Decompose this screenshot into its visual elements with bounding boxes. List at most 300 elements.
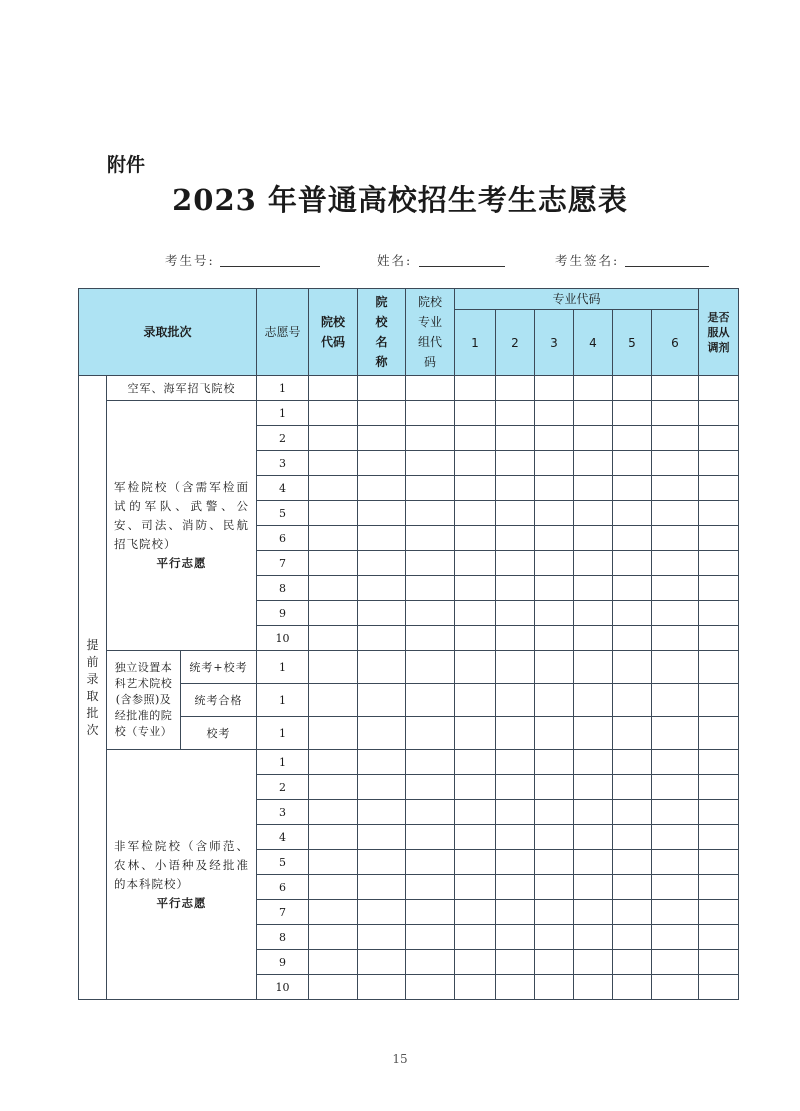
input-cell[interactable] — [699, 476, 739, 501]
input-cell[interactable] — [699, 900, 739, 925]
input-cell[interactable] — [535, 875, 574, 900]
input-cell[interactable] — [406, 601, 455, 626]
input-cell[interactable] — [535, 925, 574, 950]
input-cell[interactable] — [613, 775, 652, 800]
input-cell[interactable] — [652, 576, 699, 601]
choice-number: 2 — [257, 775, 309, 800]
input-cell[interactable] — [535, 451, 574, 476]
input-cell[interactable] — [699, 376, 739, 401]
input-cell[interactable] — [613, 501, 652, 526]
input-cell[interactable] — [574, 451, 613, 476]
input-cell[interactable] — [535, 526, 574, 551]
input-cell[interactable] — [535, 426, 574, 451]
parallel-note: 平行志愿 — [156, 895, 207, 910]
input-cell[interactable] — [406, 975, 455, 1000]
input-cell[interactable] — [358, 376, 406, 401]
input-cell[interactable] — [613, 800, 652, 825]
exam-type: 校考 — [181, 717, 257, 750]
input-cell[interactable] — [406, 651, 455, 684]
input-cell[interactable] — [535, 900, 574, 925]
input-cell[interactable] — [455, 451, 496, 476]
choice-number: 9 — [257, 601, 309, 626]
input-cell[interactable] — [309, 775, 358, 800]
input-cell[interactable] — [535, 401, 574, 426]
input-cell[interactable] — [309, 717, 358, 750]
input-cell[interactable] — [535, 950, 574, 975]
input-cell[interactable] — [535, 825, 574, 850]
input-cell[interactable] — [455, 950, 496, 975]
input-cell[interactable] — [613, 825, 652, 850]
input-cell[interactable] — [406, 451, 455, 476]
input-cell[interactable] — [652, 750, 699, 775]
input-cell[interactable] — [535, 551, 574, 576]
input-cell[interactable] — [496, 850, 535, 875]
input-cell[interactable] — [358, 875, 406, 900]
input-cell[interactable] — [652, 526, 699, 551]
non-military-schools-label: 非军检院校（含师范、农林、小语种及经批准的本科院校） 平行志愿 — [107, 750, 257, 1000]
choice-number: 3 — [257, 800, 309, 825]
input-cell[interactable] — [652, 626, 699, 651]
input-cell[interactable] — [406, 684, 455, 717]
input-cell[interactable] — [652, 401, 699, 426]
choice-number: 5 — [257, 850, 309, 875]
input-cell[interactable] — [455, 800, 496, 825]
input-cell[interactable] — [613, 526, 652, 551]
exam-number-line — [220, 266, 320, 267]
table-row — [79, 376, 739, 401]
name-label: 姓名: — [377, 253, 413, 268]
table-row — [79, 651, 739, 684]
input-cell[interactable] — [496, 775, 535, 800]
header-school-name: 院校名称 — [358, 289, 406, 376]
input-cell[interactable] — [652, 925, 699, 950]
input-cell[interactable] — [574, 975, 613, 1000]
input-cell[interactable] — [455, 376, 496, 401]
input-cell[interactable] — [699, 950, 739, 975]
input-cell[interactable] — [699, 551, 739, 576]
input-cell[interactable] — [613, 875, 652, 900]
input-cell[interactable] — [406, 825, 455, 850]
input-cell[interactable] — [358, 825, 406, 850]
input-cell[interactable] — [496, 626, 535, 651]
input-cell[interactable] — [574, 925, 613, 950]
input-cell[interactable] — [652, 376, 699, 401]
input-cell[interactable] — [496, 684, 535, 717]
input-cell[interactable] — [699, 925, 739, 950]
input-cell[interactable] — [358, 551, 406, 576]
input-cell[interactable] — [455, 775, 496, 800]
choice-number: 1 — [257, 684, 309, 717]
input-cell[interactable] — [535, 684, 574, 717]
page-title: 2023 年普通高校招生考生志愿表 — [172, 183, 628, 217]
input-cell[interactable] — [535, 476, 574, 501]
input-cell[interactable] — [358, 451, 406, 476]
input-cell[interactable] — [496, 476, 535, 501]
input-cell[interactable] — [535, 850, 574, 875]
input-cell[interactable] — [496, 800, 535, 825]
input-cell[interactable] — [309, 476, 358, 501]
input-cell[interactable] — [613, 717, 652, 750]
input-cell[interactable] — [406, 875, 455, 900]
air-force-label: 空军、海军招飞院校 — [107, 376, 257, 401]
input-cell[interactable] — [652, 800, 699, 825]
input-cell[interactable] — [574, 850, 613, 875]
input-cell[interactable] — [309, 501, 358, 526]
input-cell[interactable] — [496, 451, 535, 476]
input-cell[interactable] — [309, 850, 358, 875]
input-cell[interactable] — [406, 750, 455, 775]
input-cell[interactable] — [455, 426, 496, 451]
input-cell[interactable] — [652, 684, 699, 717]
input-cell[interactable] — [358, 576, 406, 601]
input-cell[interactable] — [406, 717, 455, 750]
header-school-code: 院校代码 — [309, 289, 358, 376]
input-cell[interactable] — [406, 800, 455, 825]
input-cell[interactable] — [358, 750, 406, 775]
choice-number: 9 — [257, 950, 309, 975]
input-cell[interactable] — [455, 626, 496, 651]
input-cell[interactable] — [652, 451, 699, 476]
input-cell[interactable] — [574, 551, 613, 576]
signature-field — [555, 251, 619, 269]
input-cell[interactable] — [496, 900, 535, 925]
choice-number: 5 — [257, 501, 309, 526]
input-cell[interactable] — [455, 925, 496, 950]
input-cell[interactable] — [652, 551, 699, 576]
input-cell[interactable] — [309, 684, 358, 717]
page-number: 15 — [392, 1052, 408, 1066]
input-cell[interactable] — [699, 451, 739, 476]
input-cell[interactable] — [652, 651, 699, 684]
input-cell[interactable] — [613, 576, 652, 601]
input-cell[interactable] — [613, 651, 652, 684]
input-cell[interactable] — [652, 825, 699, 850]
input-cell[interactable] — [358, 850, 406, 875]
input-cell[interactable] — [455, 576, 496, 601]
input-cell[interactable] — [358, 925, 406, 950]
header-adjust: 是否服从调剂 — [699, 289, 739, 376]
input-cell[interactable] — [613, 750, 652, 775]
input-cell[interactable] — [574, 800, 613, 825]
input-cell[interactable] — [358, 900, 406, 925]
input-cell[interactable] — [309, 800, 358, 825]
input-cell[interactable] — [309, 925, 358, 950]
input-cell[interactable] — [574, 601, 613, 626]
input-cell[interactable] — [309, 576, 358, 601]
input-cell[interactable] — [406, 526, 455, 551]
major-col-4: 4 — [574, 310, 613, 376]
input-cell[interactable] — [455, 717, 496, 750]
input-cell[interactable] — [358, 651, 406, 684]
signature-label: 考生签名: — [555, 253, 620, 268]
input-cell[interactable] — [496, 526, 535, 551]
input-cell[interactable] — [652, 601, 699, 626]
input-cell[interactable] — [535, 501, 574, 526]
input-cell[interactable] — [358, 526, 406, 551]
input-cell[interactable] — [496, 426, 535, 451]
input-cell[interactable] — [535, 651, 574, 684]
input-cell[interactable] — [574, 950, 613, 975]
input-cell[interactable] — [455, 750, 496, 775]
input-cell[interactable] — [574, 900, 613, 925]
input-cell[interactable] — [406, 950, 455, 975]
exam-number-label: 考生号: — [165, 253, 215, 268]
input-cell[interactable] — [309, 526, 358, 551]
input-cell[interactable] — [406, 626, 455, 651]
input-cell[interactable] — [496, 825, 535, 850]
header-batch: 录取批次 — [79, 289, 257, 376]
table-row — [79, 401, 739, 426]
input-cell[interactable] — [652, 426, 699, 451]
military-schools-label: 军检院校（含需军检面试的军队、武警、公安、司法、消防、民航招飞院校） 平行志愿 — [107, 401, 257, 651]
input-cell[interactable] — [309, 900, 358, 925]
input-cell[interactable] — [699, 651, 739, 684]
input-cell[interactable] — [406, 925, 455, 950]
input-cell[interactable] — [406, 775, 455, 800]
choice-number: 1 — [257, 651, 309, 684]
input-cell[interactable] — [406, 476, 455, 501]
input-cell[interactable] — [358, 626, 406, 651]
input-cell[interactable] — [496, 501, 535, 526]
input-cell[interactable] — [535, 775, 574, 800]
input-cell[interactable] — [652, 717, 699, 750]
input-cell[interactable] — [652, 775, 699, 800]
table-row — [79, 750, 739, 775]
input-cell[interactable] — [455, 601, 496, 626]
input-cell[interactable] — [358, 684, 406, 717]
input-cell[interactable] — [699, 800, 739, 825]
input-cell[interactable] — [574, 426, 613, 451]
name-line — [419, 266, 505, 267]
major-col-2: 2 — [496, 310, 535, 376]
input-cell[interactable] — [652, 476, 699, 501]
input-cell[interactable] — [309, 875, 358, 900]
major-col-5: 5 — [613, 310, 652, 376]
input-cell[interactable] — [699, 684, 739, 717]
input-cell[interactable] — [358, 717, 406, 750]
input-cell[interactable] — [455, 975, 496, 1000]
choice-number: 10 — [257, 626, 309, 651]
choice-number: 1 — [257, 750, 309, 775]
input-cell[interactable] — [455, 551, 496, 576]
input-cell[interactable] — [358, 501, 406, 526]
input-cell[interactable] — [613, 950, 652, 975]
input-cell[interactable] — [613, 900, 652, 925]
input-cell[interactable] — [455, 401, 496, 426]
choice-number: 8 — [257, 576, 309, 601]
input-cell[interactable] — [613, 401, 652, 426]
major-col-6: 6 — [652, 310, 699, 376]
choice-number: 1 — [257, 401, 309, 426]
input-cell[interactable] — [574, 526, 613, 551]
header-choice-no: 志愿号 — [257, 289, 309, 376]
input-cell[interactable] — [699, 825, 739, 850]
input-cell[interactable] — [652, 850, 699, 875]
input-cell[interactable] — [613, 626, 652, 651]
art-schools-label: 独立设置本科艺术院校(含参照)及经批准的院校（专业） — [107, 651, 181, 750]
input-cell[interactable] — [699, 850, 739, 875]
input-cell[interactable] — [613, 975, 652, 1000]
choice-number: 10 — [257, 975, 309, 1000]
input-cell[interactable] — [613, 451, 652, 476]
input-cell[interactable] — [309, 426, 358, 451]
signature-line — [625, 266, 709, 267]
input-cell[interactable] — [699, 626, 739, 651]
input-cell[interactable] — [613, 850, 652, 875]
input-cell[interactable] — [309, 975, 358, 1000]
input-cell[interactable] — [535, 717, 574, 750]
input-cell[interactable] — [455, 501, 496, 526]
input-cell[interactable] — [574, 401, 613, 426]
input-cell[interactable] — [613, 426, 652, 451]
input-cell[interactable] — [613, 551, 652, 576]
input-cell[interactable] — [496, 651, 535, 684]
input-cell[interactable] — [699, 717, 739, 750]
application-table — [78, 288, 739, 1000]
input-cell[interactable] — [309, 950, 358, 975]
input-cell[interactable] — [309, 401, 358, 426]
input-cell[interactable] — [574, 376, 613, 401]
input-cell[interactable] — [406, 426, 455, 451]
input-cell[interactable] — [406, 900, 455, 925]
input-cell[interactable] — [652, 950, 699, 975]
input-cell[interactable] — [496, 401, 535, 426]
annex-label: 附件 — [107, 154, 146, 176]
input-cell[interactable] — [535, 975, 574, 1000]
input-cell[interactable] — [574, 717, 613, 750]
name-field — [377, 251, 412, 269]
exam-type: 统考+校考 — [181, 651, 257, 684]
input-cell[interactable] — [358, 401, 406, 426]
input-cell[interactable] — [358, 800, 406, 825]
choice-number: 4 — [257, 825, 309, 850]
input-cell[interactable] — [699, 526, 739, 551]
input-cell[interactable] — [406, 850, 455, 875]
choice-number: 7 — [257, 900, 309, 925]
input-cell[interactable] — [496, 601, 535, 626]
major-col-1: 1 — [455, 310, 496, 376]
input-cell[interactable] — [652, 875, 699, 900]
exam-type: 统考合格 — [181, 684, 257, 717]
input-cell[interactable] — [406, 376, 455, 401]
input-cell[interactable] — [535, 626, 574, 651]
input-cell[interactable] — [496, 975, 535, 1000]
input-cell[interactable] — [455, 526, 496, 551]
input-cell[interactable] — [535, 376, 574, 401]
input-cell[interactable] — [455, 850, 496, 875]
input-cell[interactable] — [652, 501, 699, 526]
input-cell[interactable] — [496, 750, 535, 775]
input-cell[interactable] — [309, 451, 358, 476]
input-cell[interactable] — [455, 684, 496, 717]
input-cell[interactable] — [358, 775, 406, 800]
input-cell[interactable] — [455, 825, 496, 850]
input-cell[interactable] — [406, 501, 455, 526]
exam-number-field — [165, 251, 215, 269]
input-cell[interactable] — [613, 925, 652, 950]
input-cell[interactable] — [309, 376, 358, 401]
input-cell[interactable] — [358, 950, 406, 975]
choice-number: 6 — [257, 875, 309, 900]
input-cell[interactable] — [406, 551, 455, 576]
early-batch-label: 提前录取批次 — [79, 376, 107, 1000]
input-cell[interactable] — [574, 576, 613, 601]
input-cell[interactable] — [358, 975, 406, 1000]
input-cell[interactable] — [574, 775, 613, 800]
input-cell[interactable] — [574, 626, 613, 651]
input-cell[interactable] — [455, 900, 496, 925]
input-cell[interactable] — [652, 900, 699, 925]
input-cell[interactable] — [496, 376, 535, 401]
input-cell[interactable] — [574, 825, 613, 850]
input-cell[interactable] — [613, 476, 652, 501]
choice-number: 1 — [257, 376, 309, 401]
input-cell[interactable] — [574, 875, 613, 900]
input-cell[interactable] — [652, 975, 699, 1000]
input-cell[interactable] — [574, 750, 613, 775]
input-cell[interactable] — [455, 476, 496, 501]
input-cell[interactable] — [309, 626, 358, 651]
input-cell[interactable] — [613, 684, 652, 717]
input-cell[interactable] — [496, 950, 535, 975]
input-cell[interactable] — [358, 476, 406, 501]
major-col-3: 3 — [535, 310, 574, 376]
input-cell[interactable] — [406, 401, 455, 426]
input-cell[interactable] — [699, 775, 739, 800]
input-cell[interactable] — [613, 601, 652, 626]
input-cell[interactable] — [535, 576, 574, 601]
input-cell[interactable] — [309, 825, 358, 850]
choice-number: 1 — [257, 717, 309, 750]
input-cell[interactable] — [358, 426, 406, 451]
choice-number: 8 — [257, 925, 309, 950]
input-cell[interactable] — [496, 717, 535, 750]
input-cell[interactable] — [309, 601, 358, 626]
input-cell[interactable] — [574, 476, 613, 501]
input-cell[interactable] — [574, 651, 613, 684]
input-cell[interactable] — [496, 875, 535, 900]
input-cell[interactable] — [309, 750, 358, 775]
input-cell[interactable] — [309, 551, 358, 576]
input-cell[interactable] — [358, 601, 406, 626]
choice-number: 4 — [257, 476, 309, 501]
input-cell[interactable] — [496, 576, 535, 601]
input-cell[interactable] — [699, 401, 739, 426]
input-cell[interactable] — [699, 426, 739, 451]
choice-number: 2 — [257, 426, 309, 451]
input-cell[interactable] — [574, 684, 613, 717]
input-cell[interactable] — [535, 750, 574, 775]
input-cell[interactable] — [699, 601, 739, 626]
choice-number: 7 — [257, 551, 309, 576]
input-cell[interactable] — [535, 800, 574, 825]
input-cell[interactable] — [574, 501, 613, 526]
input-cell[interactable] — [406, 576, 455, 601]
input-cell[interactable] — [613, 376, 652, 401]
input-cell[interactable] — [699, 576, 739, 601]
input-cell[interactable] — [496, 551, 535, 576]
input-cell[interactable] — [455, 875, 496, 900]
input-cell[interactable] — [309, 651, 358, 684]
header-major-group-code: 院校专业组代码 — [406, 289, 455, 376]
input-cell[interactable] — [535, 601, 574, 626]
input-cell[interactable] — [699, 750, 739, 775]
input-cell[interactable] — [699, 975, 739, 1000]
input-cell[interactable] — [455, 651, 496, 684]
input-cell[interactable] — [699, 501, 739, 526]
input-cell[interactable] — [699, 875, 739, 900]
input-cell[interactable] — [496, 925, 535, 950]
